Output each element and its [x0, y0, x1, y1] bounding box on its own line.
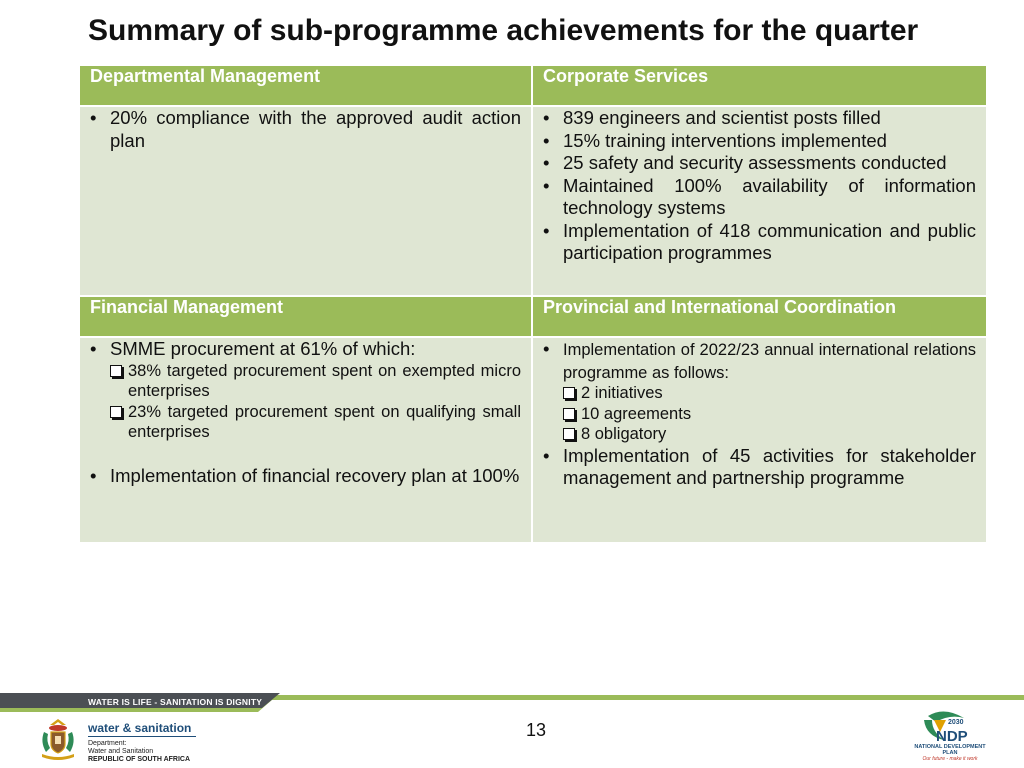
header-row [79, 296, 987, 337]
header-row [79, 65, 987, 106]
achievements-table [78, 64, 988, 544]
smme-procurement-text: SMME procurement at 61% of which: [110, 338, 416, 359]
provincial-coordination-cell [532, 337, 987, 543]
sub-list-item [563, 404, 976, 425]
list-item: • 25 safety and security assessments conducted [543, 152, 976, 175]
spacer [90, 443, 521, 465]
provincial-coordination-header: Provincial and International Coordination [532, 296, 987, 337]
footer-slogan: WATER IS LIFE - SANITATION IS DIGNITY [88, 697, 263, 707]
department-logo-divider [88, 736, 196, 737]
sub-list-item-text: 23% targeted procurement spent on qualifying small enterprises [128, 402, 521, 441]
financial-management-header: Financial Management [79, 296, 532, 337]
corporate-services-header: Corporate Services [532, 65, 987, 106]
checkbox-bullet-icon [563, 408, 575, 420]
list-item: • Implementation of financial recovery plan at 100% [90, 465, 521, 488]
coat-of-arms-icon [36, 716, 80, 767]
page-number: 13 [526, 720, 547, 740]
sub-list [563, 383, 976, 445]
checkbox-bullet-icon [110, 365, 122, 377]
list-item: • 839 engineers and scientist posts filled [543, 107, 976, 130]
ndp-year: 2030 [948, 719, 964, 726]
list-item [90, 338, 521, 443]
list-item [543, 338, 976, 445]
sub-list-item [563, 383, 976, 404]
list-item: • Implementation of 418 communication and public participation programmes [543, 220, 976, 265]
corporate-services-cell [532, 106, 987, 296]
sub-list [110, 361, 521, 443]
list-item: • Implementation of 45 activities for stakeholder management and partnership programme [543, 445, 976, 490]
financial-management-cell [79, 337, 532, 543]
ndp-abbr: NDP [936, 728, 968, 745]
list-item: • Maintained 100% availability of information technology systems [543, 175, 976, 220]
list-item: • 20% compliance with the approved audit action plan [90, 107, 521, 152]
ndp-logo-name: NATIONAL DEVELOPMENT PLAN [914, 744, 986, 756]
department-logo-text [88, 722, 196, 764]
checkbox-bullet-icon [563, 428, 575, 440]
body-row [79, 337, 987, 543]
department-logo-line1: Department: [88, 740, 127, 747]
page-title: Summary of sub-programme achievements for the quarter [88, 14, 919, 47]
checkbox-bullet-icon [110, 406, 122, 418]
sub-list-item-text: 10 agreements [581, 404, 692, 423]
sub-list-item-text: 38% targeted procurement spent on exempted micro enterprises [128, 361, 521, 400]
department-logo-line3: REPUBLIC OF SOUTH AFRICA [88, 756, 191, 763]
list-item: • 15% training interventions implemented [543, 130, 976, 153]
ndp-logo-tagline: Our future - make it work [922, 756, 978, 762]
departmental-management-header: Departmental Management [79, 65, 532, 106]
sub-list-item [563, 424, 976, 445]
department-logo-name: water & sanitation [88, 721, 192, 735]
sub-list-item [110, 402, 521, 443]
sub-list-item [110, 361, 521, 402]
ndp-logo-text [909, 745, 991, 762]
body-row [79, 106, 987, 296]
department-logo-line2: Water and Sanitation [88, 748, 154, 755]
international-relations-text: Implementation of 2022/23 annual international relations programme as follows: [563, 341, 976, 382]
checkbox-bullet-icon [563, 387, 575, 399]
sub-list-item-text: 2 initiatives [581, 384, 663, 402]
departmental-management-cell [79, 106, 532, 296]
sub-list-item-text: 8 obligatory [581, 425, 667, 443]
